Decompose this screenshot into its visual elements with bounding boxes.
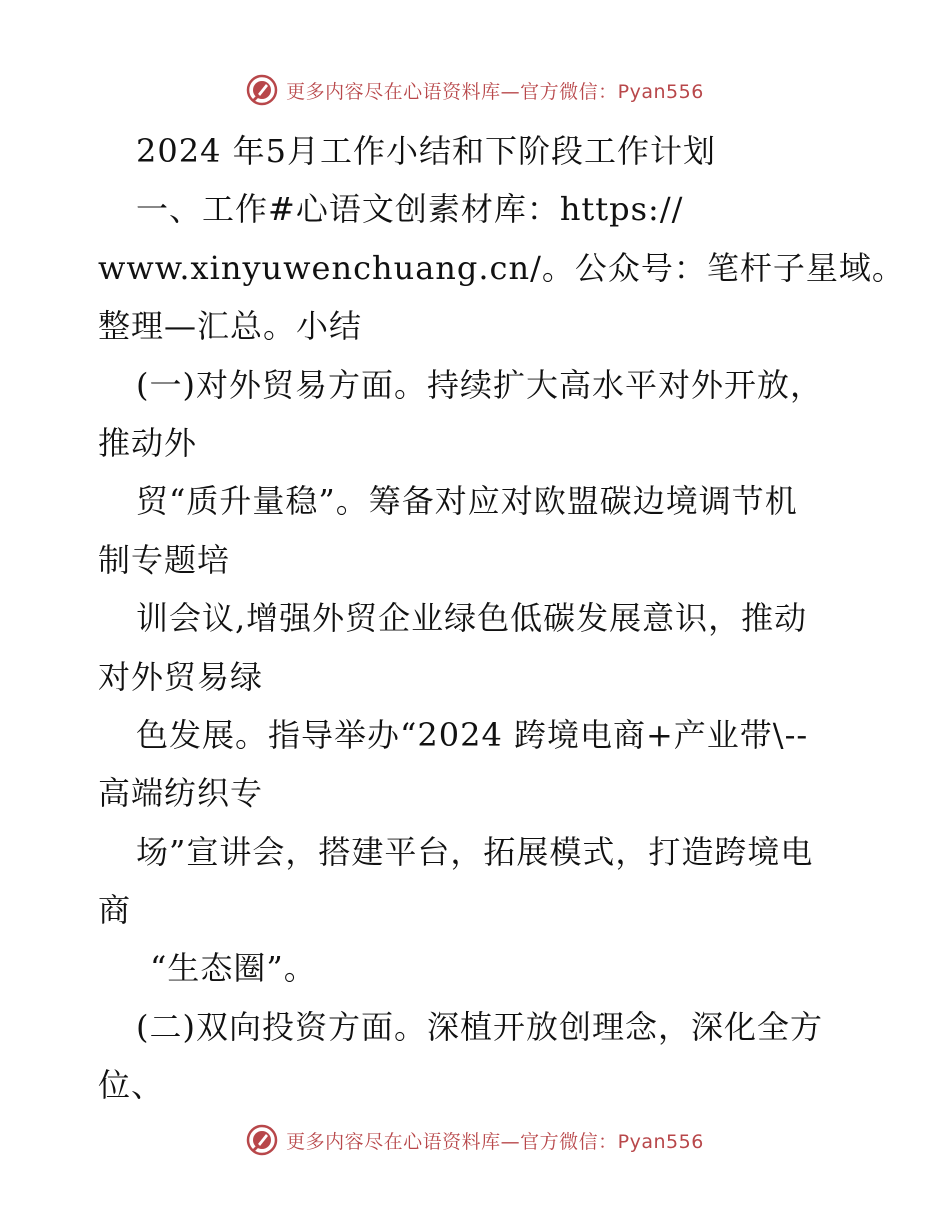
paragraph-line: 整理—汇总。小结 <box>98 307 363 346</box>
footer-watermark-text: 更多内容尽在心语资料库—官方微信：Pyan556 <box>286 1130 704 1153</box>
pen-nib-logo-icon <box>246 74 278 106</box>
footer-watermark <box>0 1120 950 1160</box>
header-watermark <box>0 70 950 110</box>
paragraph-line: www.xinyuwenchuang.cn/。公众号：笔杆子星域。 <box>98 248 905 287</box>
paragraph-line: 训会议,增强外贸企业绿色低碳发展意识，推动 <box>136 599 808 638</box>
pen-nib-logo-icon <box>246 1124 278 1156</box>
paragraph-line: 制专题培 <box>98 540 231 579</box>
paragraph-line: 场”宣讲会，搭建平台，拓展模式，打造跨境电 <box>136 832 814 871</box>
paragraph-line: 高端纺织专 <box>98 774 264 813</box>
document-title: 2024 年5月工作小结和下阶段工作计划 <box>136 132 716 170</box>
paragraph-line: 色发展。指导举办“2024 跨境电商+产业带\-- <box>136 715 809 754</box>
paragraph-line: 位、 <box>98 1066 165 1105</box>
header-watermark-text: 更多内容尽在心语资料库—官方微信：Pyan556 <box>286 80 704 103</box>
subsection-heading: (二)双向投资方面。深植开放创理念，深化全方 <box>136 1007 823 1046</box>
paragraph-line: 商 <box>98 891 132 930</box>
paragraph-line: 贸“质升量稳”。筹备对应对欧盟碳边境调节机 <box>136 482 798 521</box>
document-body <box>98 122 905 1115</box>
paragraph-line: 对外贸易绿 <box>98 657 264 696</box>
paragraph-line: “生态圈”。 <box>150 949 317 988</box>
section-heading: 一、工作#心语文创素材库：https:// <box>136 190 684 229</box>
subsection-heading: (一)对外贸易方面。持续扩大高水平对外开放， <box>136 365 823 404</box>
paragraph-line: 推动外 <box>98 423 198 462</box>
